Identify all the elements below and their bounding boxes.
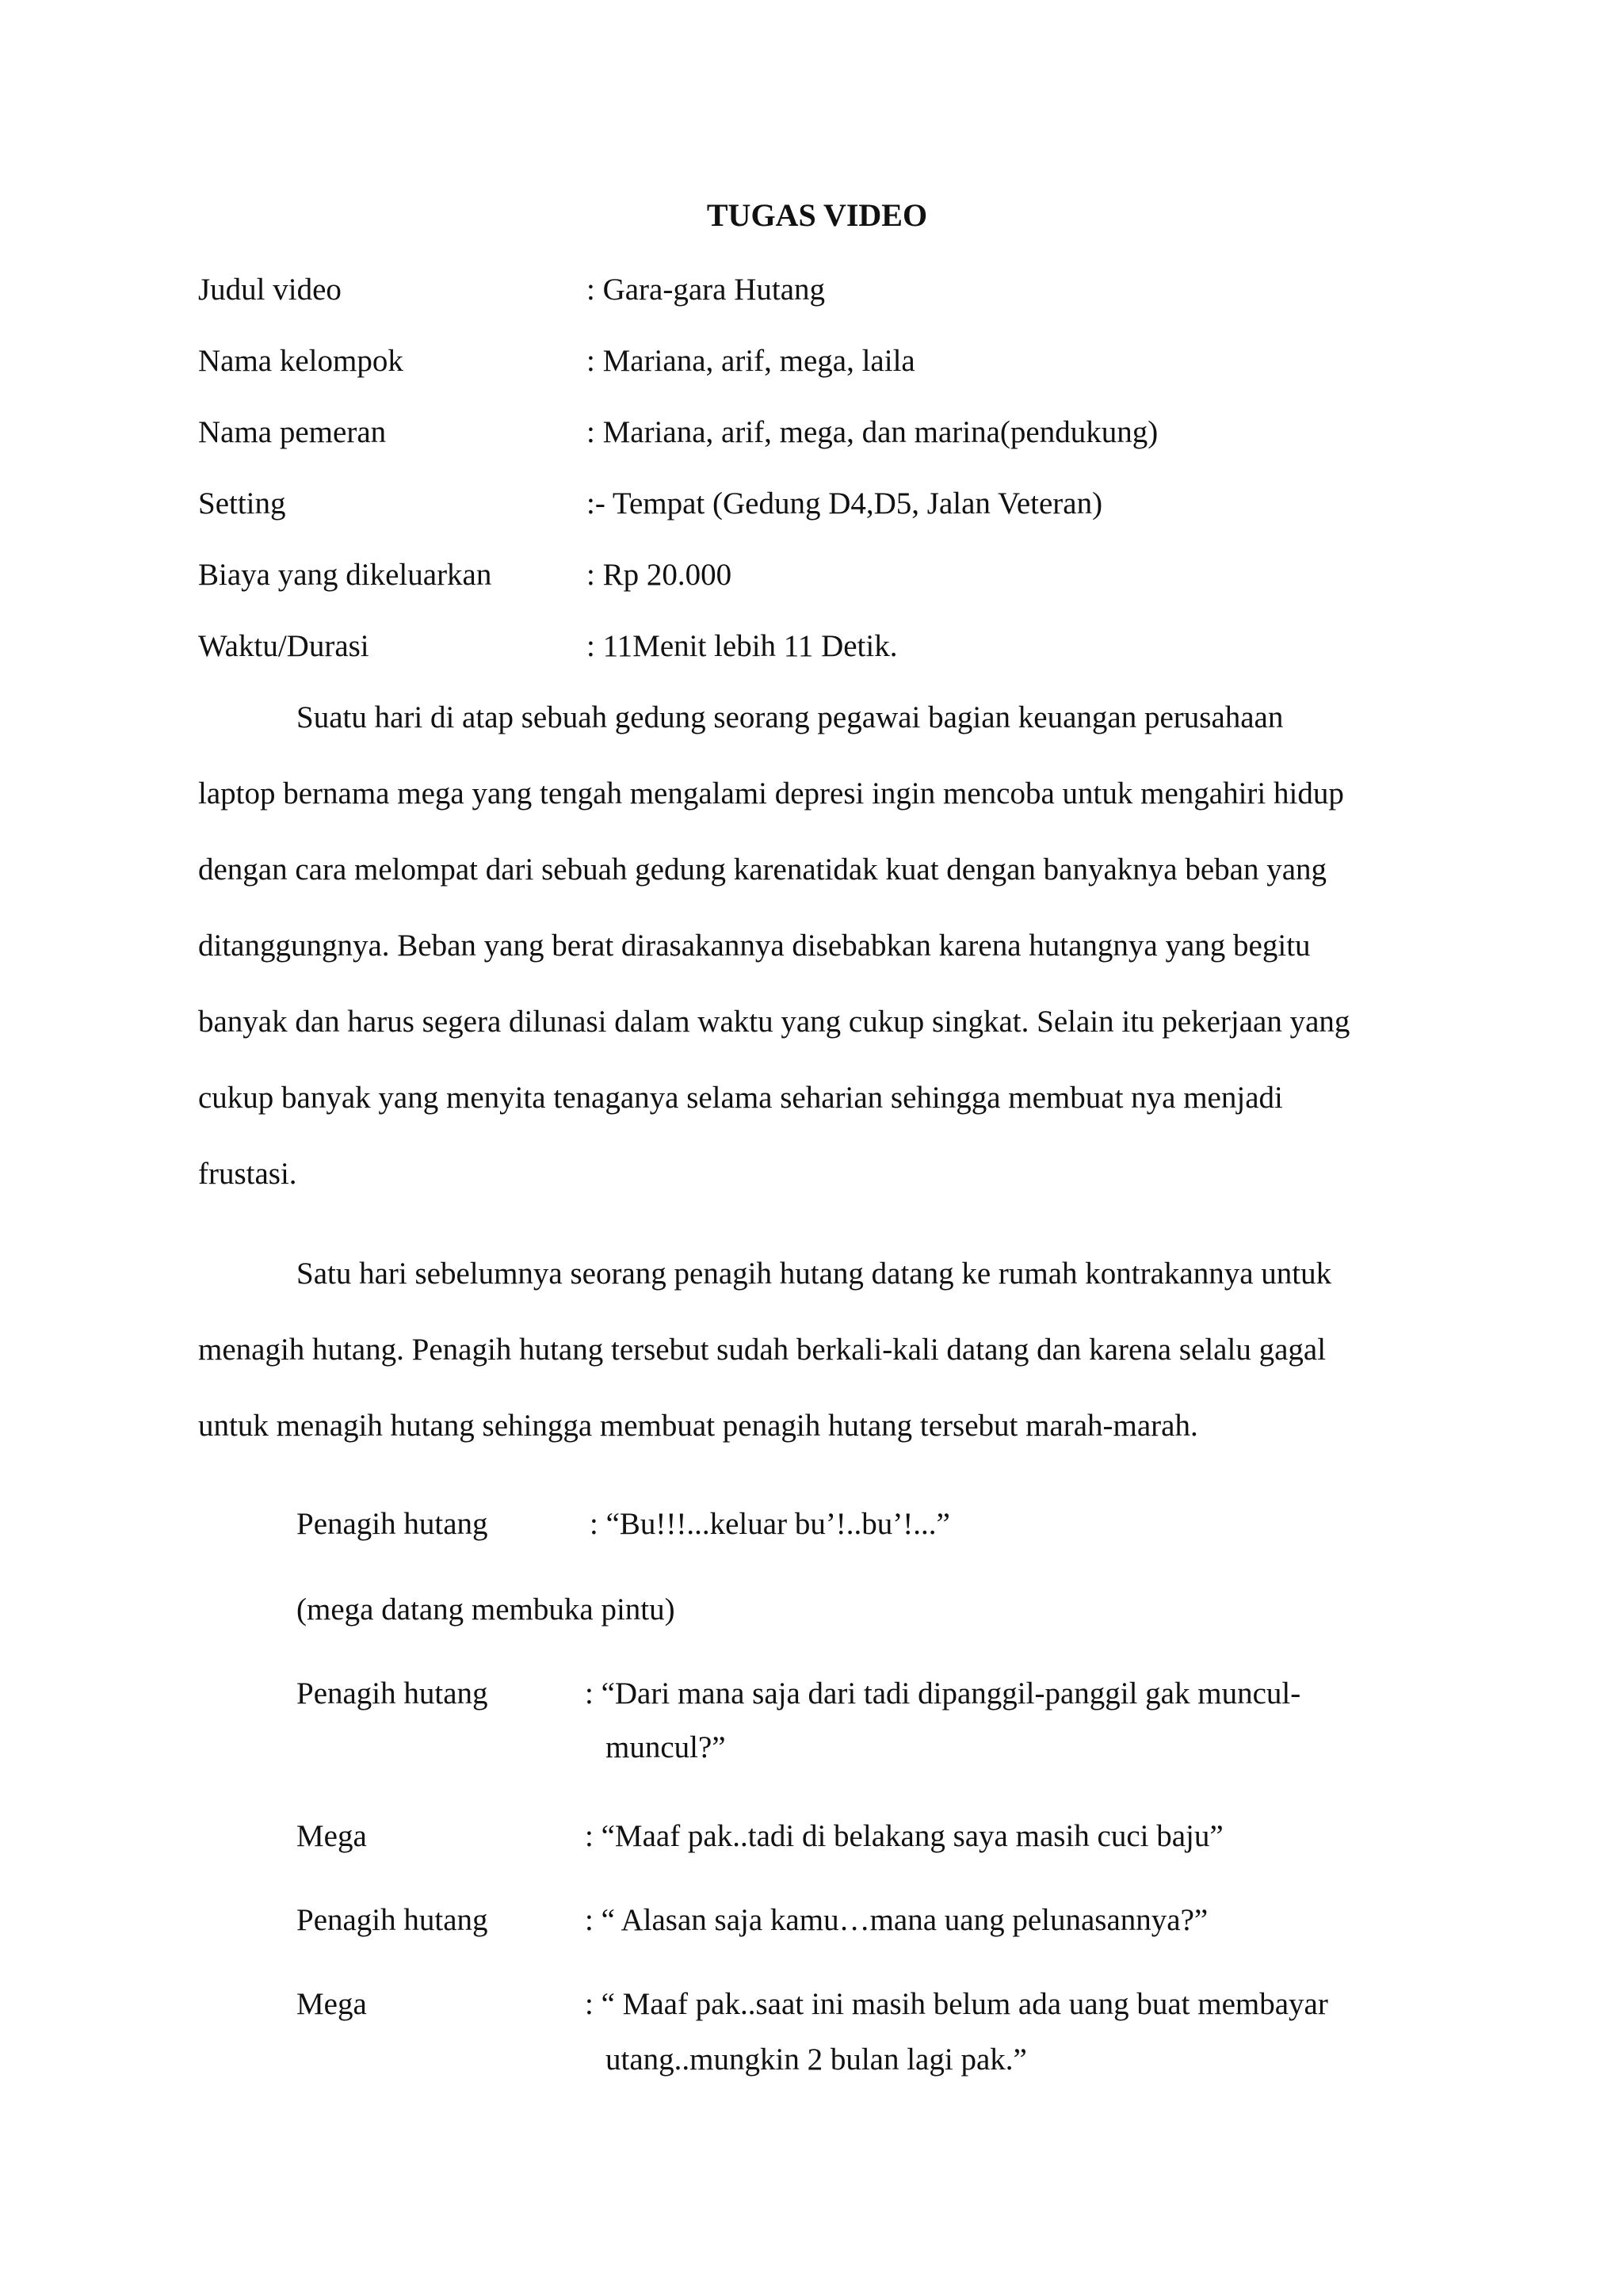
paragraph1-line: cukup banyak yang menyita tenaganya selama seharian sehingga membuat nya menjadi xyxy=(198,1081,1283,1115)
paragraph1-line: dengan cara melompat dari sebuah gedung karenatidak kuat dengan banyaknya beban yang xyxy=(198,852,1327,887)
paragraph2-line: untuk menagih hutang sehingga membuat penagih hutang tersebut marah-marah. xyxy=(198,1409,1198,1443)
info-label-biaya: Biaya yang dikeluarkan xyxy=(198,558,492,592)
info-value-pemeran: : Mariana, arif, mega, dan marina(pendukung) xyxy=(586,415,1159,449)
paragraph1-line: frustasi. xyxy=(198,1157,297,1191)
info-label-durasi: Waktu/Durasi xyxy=(198,629,369,663)
info-value-judul: : Gara-gara Hutang xyxy=(586,273,826,307)
info-value-biaya: : Rp 20.000 xyxy=(586,558,732,592)
dialogue-speaker: Mega xyxy=(296,1987,367,2021)
paragraph1-line: Suatu hari di atap sebuah gedung seorang pegawai bagian keuangan perusahaan xyxy=(296,700,1284,734)
dialogue-speaker: Penagih hutang xyxy=(296,1903,488,1937)
dialogue-line: : “ Alasan saja kamu…mana uang pelunasannya?” xyxy=(585,1903,1209,1937)
info-label-setting: Setting xyxy=(198,486,286,521)
dialogue-line: : “Dari mana saja dari tadi dipanggil-panggil gak muncul- xyxy=(585,1676,1301,1711)
info-label-judul: Judul video xyxy=(198,273,342,307)
document-title: TUGAS VIDEO xyxy=(706,197,928,233)
paragraph2-line: Satu hari sebelumnya seorang penagih hutang datang ke rumah kontrakannya untuk xyxy=(296,1257,1332,1291)
dialogue-line: : “Bu!!!...keluar bu’!..bu’!...” xyxy=(590,1507,950,1541)
paragraph1-line: ditanggungnya. Beban yang berat dirasakannya disebabkan karena hutangnya yang begitu xyxy=(198,929,1311,963)
info-value-durasi: : 11Menit lebih 11 Detik. xyxy=(586,629,898,663)
dialogue-speaker: Penagih hutang xyxy=(296,1676,488,1711)
dialogue-speaker: Mega xyxy=(296,1819,367,1853)
dialogue-line: : “Maaf pak..tadi di belakang saya masih cuci baju” xyxy=(585,1819,1224,1853)
paragraph1-line: laptop bernama mega yang tengah mengalami depresi ingin mencoba untuk mengahiri hidup xyxy=(198,776,1344,810)
dialogue-line-continued: muncul?” xyxy=(605,1730,726,1764)
info-value-kelompok: : Mariana, arif, mega, laila xyxy=(586,344,915,378)
paragraph2-line: menagih hutang. Penagih hutang tersebut sudah berkali-kali datang dan karena selalu gagal xyxy=(198,1333,1327,1367)
stage-direction: (mega datang membuka pintu) xyxy=(296,1592,675,1627)
info-label-kelompok: Nama kelompok xyxy=(198,344,403,378)
info-label-pemeran: Nama pemeran xyxy=(198,415,387,449)
dialogue-speaker: Penagih hutang xyxy=(296,1507,488,1541)
dialogue-line: : “ Maaf pak..saat ini masih belum ada uang buat membayar xyxy=(585,1987,1328,2021)
dialogue-line-continued: utang..mungkin 2 bulan lagi pak.” xyxy=(605,2042,1027,2077)
paragraph1-line: banyak dan harus segera dilunasi dalam waktu yang cukup singkat. Selain itu pekerjaan yang xyxy=(198,1005,1350,1039)
info-value-setting: :- Tempat (Gedung D4,D5, Jalan Veteran) xyxy=(586,486,1103,521)
